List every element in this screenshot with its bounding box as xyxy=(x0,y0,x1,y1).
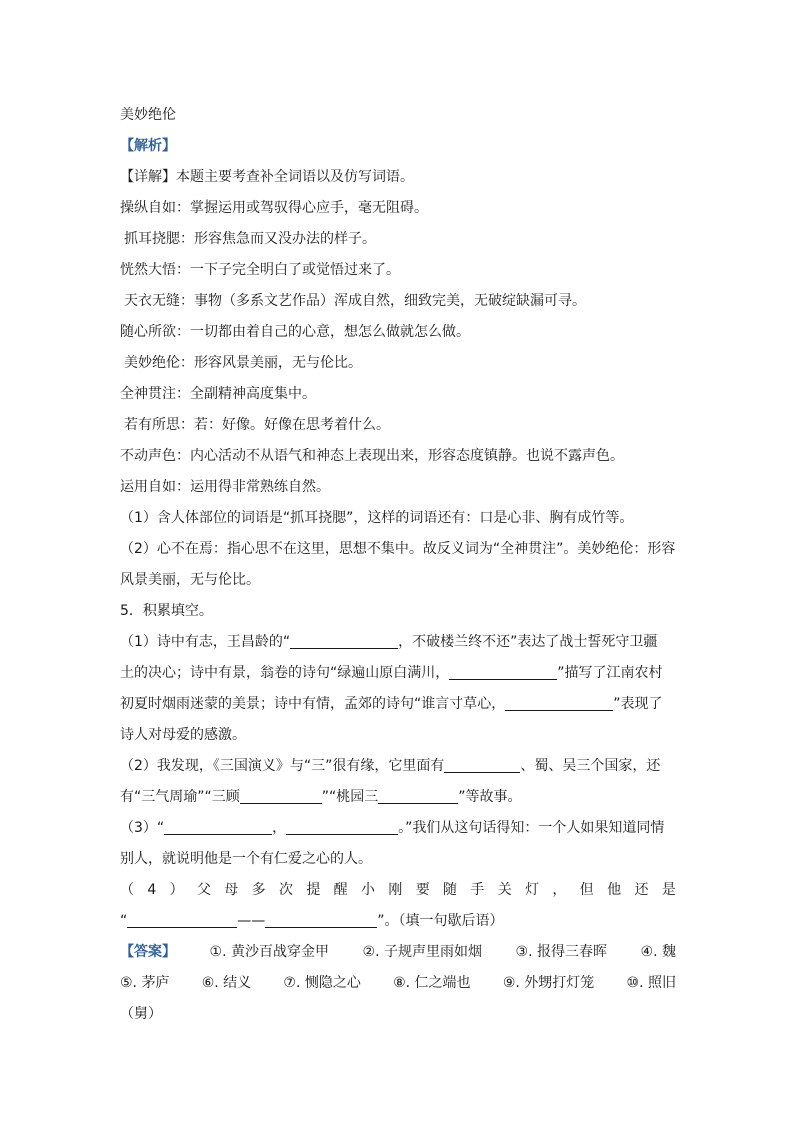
question-text: “ xyxy=(120,913,128,929)
question-line xyxy=(120,627,676,658)
question-text: ”等故事。 xyxy=(458,789,522,805)
char: 还 xyxy=(634,882,649,898)
definition-line xyxy=(120,379,676,410)
char: 父 xyxy=(196,882,211,898)
char: 关 xyxy=(497,882,512,898)
char: 手 xyxy=(470,882,485,898)
answer-item: ⑨. 外甥打灯笼 xyxy=(502,975,595,991)
fill-blank[interactable] xyxy=(505,694,613,711)
question-text: （2）我发现，《三国演义》与“三”很有缘，它里面有 xyxy=(120,758,445,774)
answer-line xyxy=(120,999,676,1030)
definition-line xyxy=(120,410,676,441)
question-line xyxy=(120,689,676,720)
answer-item: ④. 魏 xyxy=(640,944,676,960)
fill-blank[interactable] xyxy=(240,787,322,804)
fill-blank[interactable] xyxy=(290,632,398,649)
answer-item: ⑦. 恻隐之心 xyxy=(283,975,361,991)
definition-line xyxy=(120,224,676,255)
answer-item: ①. 黄沙百战穿金甲 xyxy=(209,944,329,960)
fill-blank[interactable] xyxy=(265,911,377,928)
definition-text: 随心所欲：一切都由着自己的心意，想怎么做就怎么做。 xyxy=(120,324,470,340)
question-text: ”描写了江南农村 xyxy=(557,665,663,681)
answer-row xyxy=(120,937,676,968)
char: 多 xyxy=(251,882,266,898)
question-line xyxy=(120,658,676,689)
answer-line xyxy=(120,503,676,534)
char: ， xyxy=(552,882,567,898)
definition-line xyxy=(120,348,676,379)
definition-text: 美妙绝伦：形容风景美丽，无与伦比。 xyxy=(124,355,362,371)
definition-text: 恍然大悟：一下子完全明白了或觉悟过来了。 xyxy=(120,262,400,278)
document-content xyxy=(120,100,676,1030)
fill-blank[interactable] xyxy=(164,818,272,835)
answer-item: ⑥. 结义 xyxy=(201,975,252,991)
char: 是 xyxy=(661,882,676,898)
definition-text: 操纵自如：掌握运用或驾驭得心应手，毫无阻碍。 xyxy=(120,200,428,216)
detail-tag: 【详解】 xyxy=(120,169,176,185)
fill-blank[interactable] xyxy=(449,663,557,680)
definition-line xyxy=(120,441,676,472)
definition-text: 天衣无缝：事物（多系文艺作品）浑成自然，细致完美，无破绽缺漏可寻。 xyxy=(124,293,586,309)
char: 要 xyxy=(415,882,430,898)
text: 美妙绝伦 xyxy=(120,107,176,123)
definition-text: 不动声色：内心活动不从语气和神态上表现出来，形容态度镇静。也说不露声色。 xyxy=(120,448,624,464)
char: 小 xyxy=(361,882,376,898)
question-line xyxy=(120,720,676,751)
char: 4 xyxy=(147,882,157,898)
definition-line xyxy=(120,317,676,348)
answer-text: （2）心不在焉：指心思不在这里，思想不集中。故反义词为“全神贯注”。美妙绝伦：形容 xyxy=(120,541,676,557)
question-text: ，不破楼兰终不还”表达了战士誓死守卫疆 xyxy=(398,634,658,650)
detail-line xyxy=(120,162,676,193)
question-line xyxy=(120,751,676,782)
char: 次 xyxy=(278,882,293,898)
question-line xyxy=(120,844,676,875)
char: 刚 xyxy=(388,882,403,898)
answer-row xyxy=(120,968,676,999)
question-text: ”表现了 xyxy=(613,696,663,712)
char: 他 xyxy=(607,882,622,898)
answer-text: （1）含人体部位的词语是“抓耳挠腮”，这样的词语还有：口是心非、胸有成竹等。 xyxy=(120,510,634,526)
text-line xyxy=(120,100,676,131)
question-line-justified xyxy=(120,875,676,906)
question-text: —— xyxy=(237,913,266,929)
question-line xyxy=(120,782,676,813)
answer-line xyxy=(120,565,676,596)
analysis-heading xyxy=(120,131,676,162)
question-text: 、蜀、吴三个国家，还 xyxy=(520,758,661,774)
question-text: （1）诗中有志，王昌龄的“ xyxy=(120,634,291,650)
question-text: 别人，就说明他是一个有仁爱之心的人。 xyxy=(120,851,372,867)
fill-blank[interactable] xyxy=(444,756,520,773)
char: 母 xyxy=(224,882,239,898)
question-line xyxy=(120,813,676,844)
answer-item: ⑤. 茅庐 xyxy=(120,975,170,991)
answer-line xyxy=(120,534,676,565)
question-text: ”。（填一句歇后语） xyxy=(377,913,504,929)
question-text: （3）“ xyxy=(120,820,165,836)
question-text: ”“桃园三 xyxy=(321,789,379,805)
char: ） xyxy=(169,882,184,898)
answer-tag: 【答案】 xyxy=(120,944,176,960)
definition-line xyxy=(120,286,676,317)
fill-blank[interactable] xyxy=(127,911,237,928)
question-text: 有“三气周瑜”“三顾 xyxy=(120,789,240,805)
char: （ xyxy=(120,882,134,898)
answer-text: （舅） xyxy=(120,1006,162,1022)
question-text: 土的决心；诗中有景，翁卷的诗句“绿遍山原白满川， xyxy=(120,665,450,681)
question-title: 5．积累填空。 xyxy=(120,603,213,619)
char: 随 xyxy=(443,882,458,898)
question-line xyxy=(120,906,676,937)
char: 提 xyxy=(306,882,321,898)
char: 醒 xyxy=(333,882,348,898)
answer-item: ③. 报得三春晖 xyxy=(515,944,607,960)
definition-text: 全神贯注：全副精神高度集中。 xyxy=(120,386,316,402)
answer-text: 风景美丽，无与伦比。 xyxy=(120,572,260,588)
definition-line xyxy=(120,472,676,503)
definition-text: 若有所思：若：好像。好像在思考着什么。 xyxy=(124,417,390,433)
question-text: 诗人对母爱的感激。 xyxy=(120,727,246,743)
char: 但 xyxy=(579,882,594,898)
question-text: 初夏时烟雨迷蒙的美景；诗中有情，孟郊的诗句“谁言寸草心， xyxy=(120,696,506,712)
fill-blank[interactable] xyxy=(286,818,398,835)
fill-blank[interactable] xyxy=(378,787,458,804)
answer-item: ②. 子规声里雨如烟 xyxy=(362,944,482,960)
analysis-tag: 【解析】 xyxy=(120,138,176,154)
definition-line xyxy=(120,193,676,224)
definition-text: 抓耳挠腮：形容焦急而又没办法的样子。 xyxy=(124,231,376,247)
definition-text: 运用自如：运用得非常熟练自然。 xyxy=(120,479,330,495)
question-heading xyxy=(120,596,676,627)
question-text: 。”我们从这句话得知：一个人如果知道同情 xyxy=(398,820,665,836)
question-text: ， xyxy=(272,820,287,836)
answer-item: ⑧. 仁之端也 xyxy=(393,975,471,991)
answer-item: ⑩. 照旧 xyxy=(626,975,676,991)
char: 灯 xyxy=(525,882,540,898)
definition-line xyxy=(120,255,676,286)
detail-text: 本题主要考查补全词语以及仿写词语。 xyxy=(176,169,414,185)
